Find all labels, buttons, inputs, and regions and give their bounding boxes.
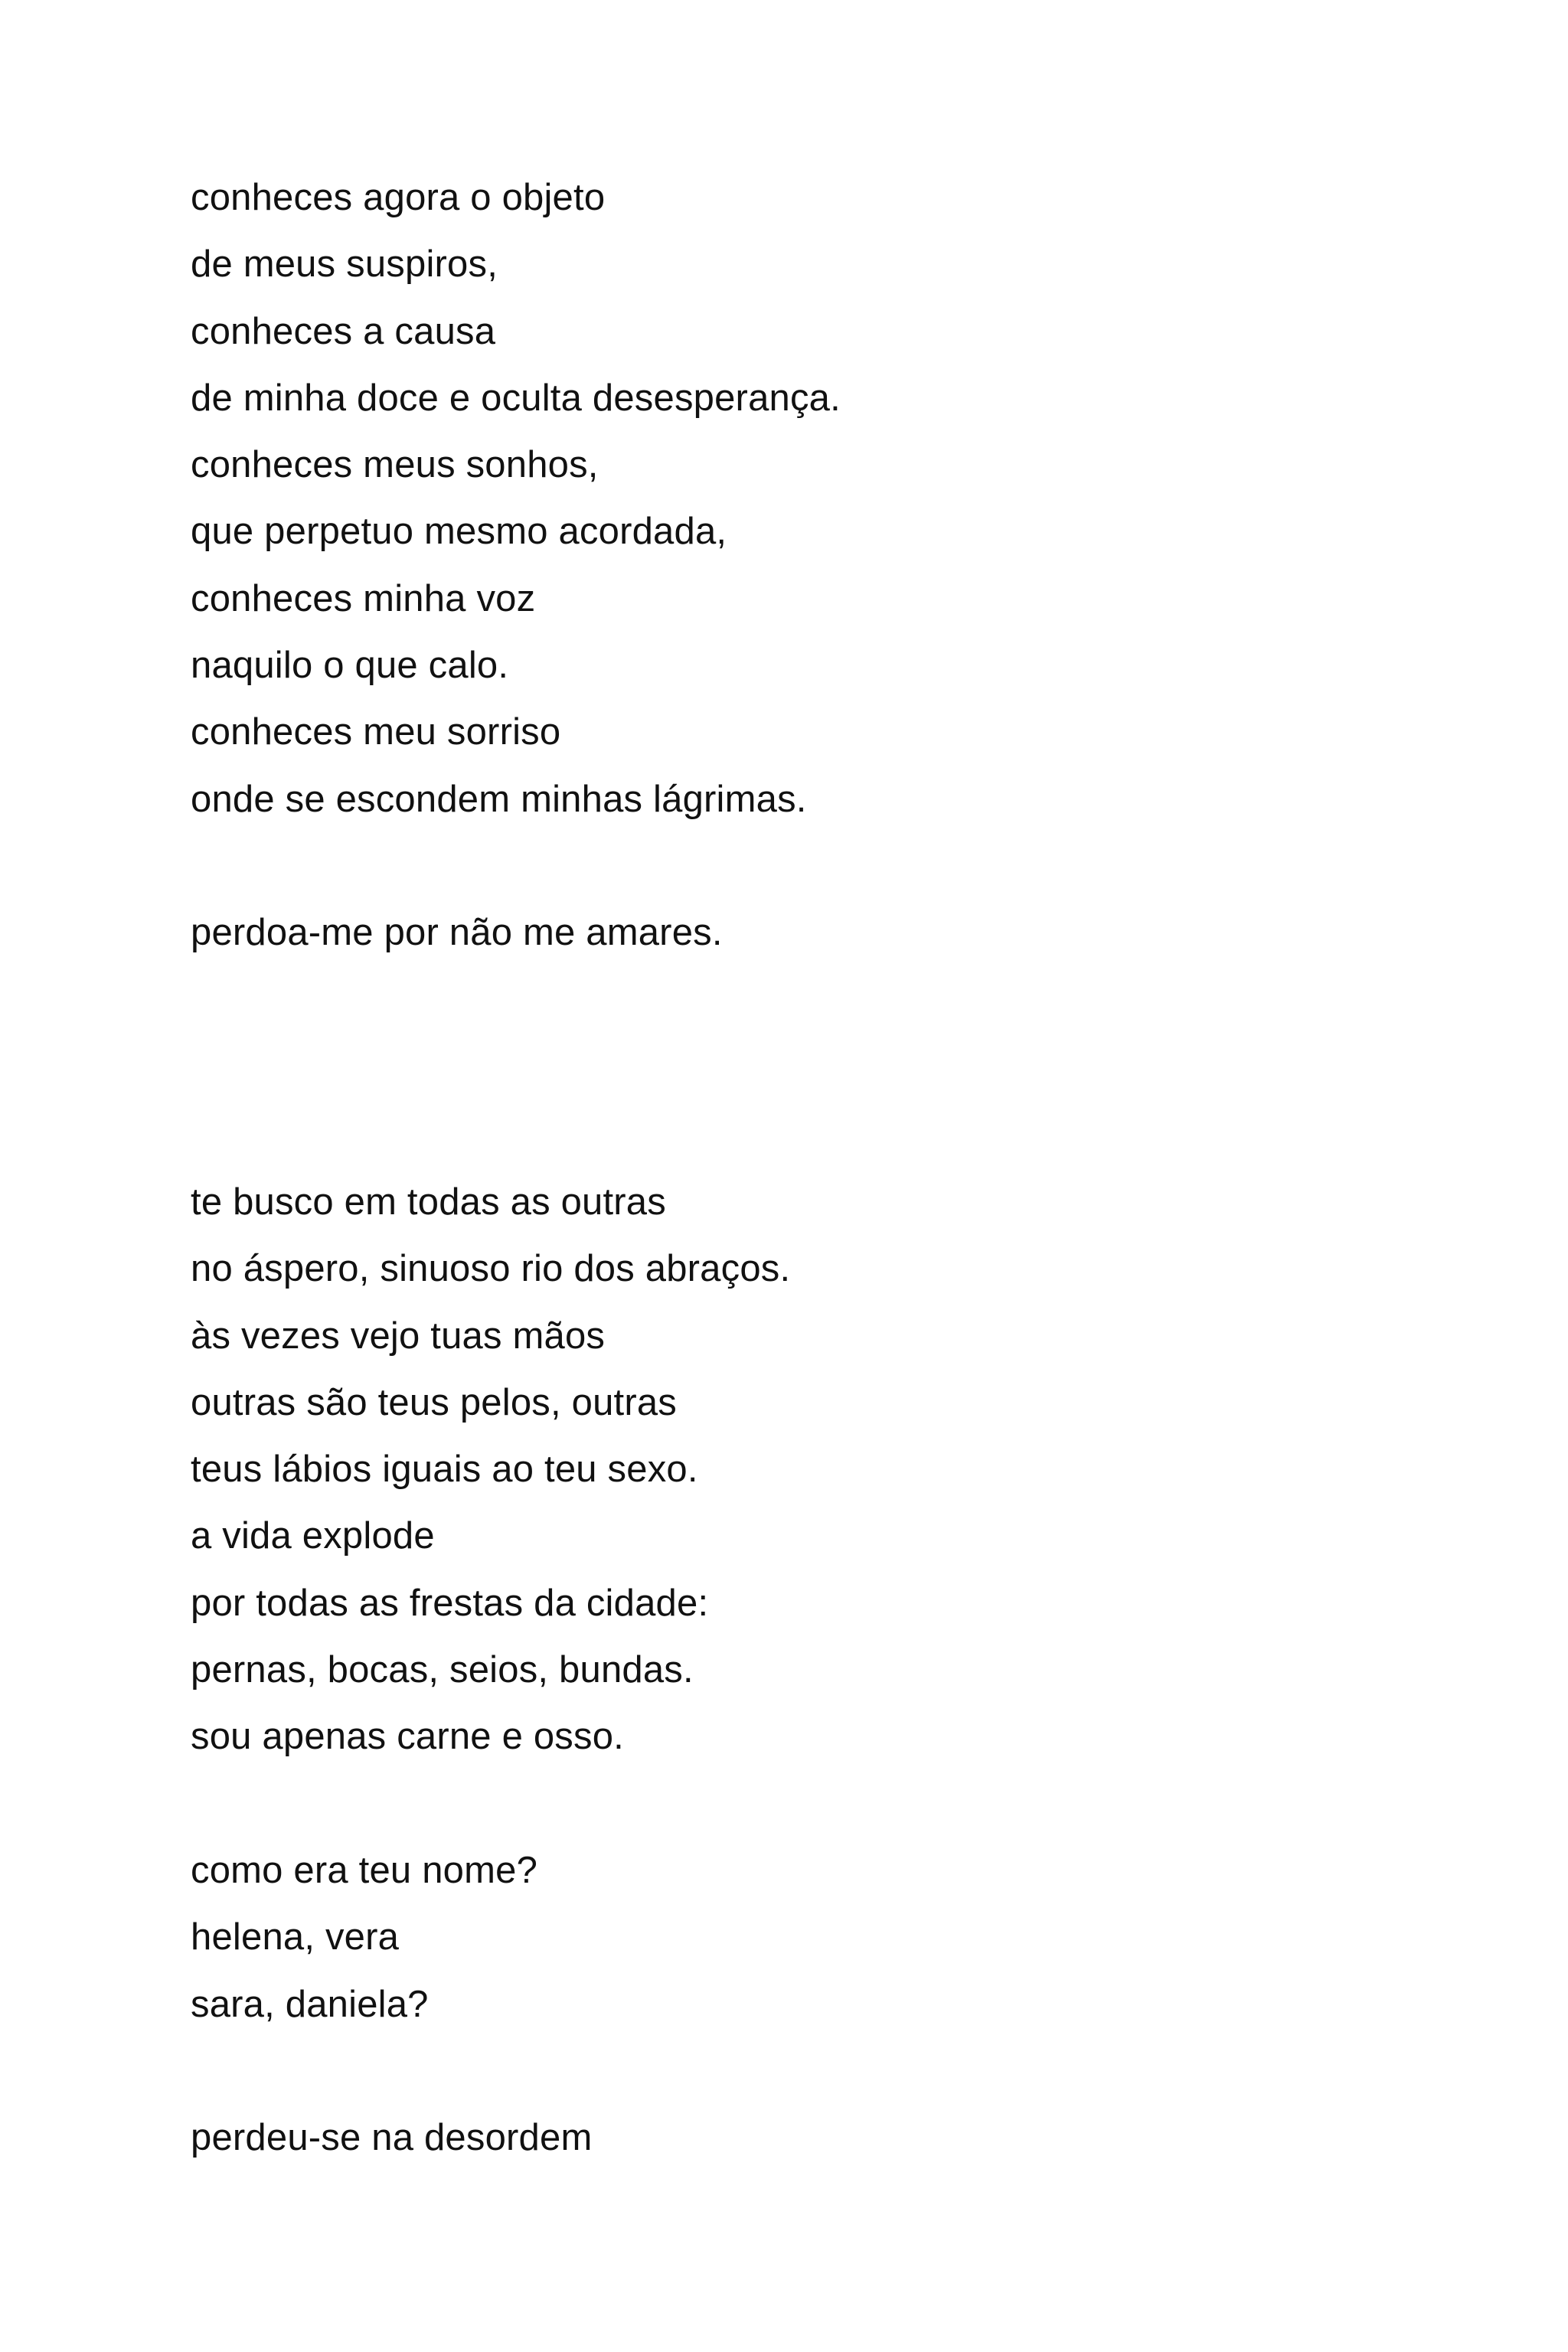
poem-1: [191, 165, 841, 967]
poem-line: helena, vera: [191, 1916, 400, 1958]
stanza-break: [191, 1771, 790, 1838]
poem-line: naquilo o que calo.: [191, 645, 509, 687]
poem-line: sara, daniela?: [191, 1983, 429, 2025]
poem-line: de minha doce e oculta desesperança.: [191, 377, 841, 419]
poem-line: conheces minha voz: [191, 577, 536, 619]
stanza-break: [191, 833, 841, 900]
poem-line: que perpetuo mesmo acordada,: [191, 511, 727, 553]
poem-line: de meus suspiros,: [191, 243, 498, 286]
poem-2-stanza-3: [191, 2105, 790, 2171]
poem-2-stanza-1: [191, 1169, 790, 1771]
poem-line: te busco em todas as outras: [191, 1181, 666, 1223]
poem-2-stanza-2: [191, 1838, 790, 2038]
poem-line: às vezes vejo tuas mãos: [191, 1315, 606, 1357]
poem-line: conheces agora o objeto: [191, 177, 606, 218]
poem-line: a vida explode: [191, 1515, 435, 1557]
poem-line: outras são teus pelos, outras: [191, 1381, 678, 1423]
poem-1-stanza-1: [191, 165, 841, 833]
poem-line: perdeu-se na desordem: [191, 2117, 593, 2159]
poem-2: [191, 1169, 790, 2171]
poem-line: onde se escondem minhas lágrimas.: [191, 778, 807, 820]
poem-line: no áspero, sinuoso rio dos abraços.: [191, 1248, 791, 1290]
poem-line: pernas, bocas, seios, bundas.: [191, 1649, 694, 1691]
poem-line: sou apenas carne e osso.: [191, 1716, 624, 1758]
stanza-break: [191, 2038, 790, 2105]
poem-1-stanza-2: [191, 900, 841, 966]
poem-line: como era teu nome?: [191, 1849, 538, 1891]
poem-line: conheces meu sorriso: [191, 711, 561, 753]
poem-line: conheces a causa: [191, 310, 496, 352]
poem-line: perdoa-me por não me amares.: [191, 912, 723, 954]
poem-line: por todas as frestas da cidade:: [191, 1582, 709, 1624]
poem-line: conheces meus sonhos,: [191, 444, 599, 486]
poem-line: teus lábios iguais ao teu sexo.: [191, 1449, 698, 1491]
